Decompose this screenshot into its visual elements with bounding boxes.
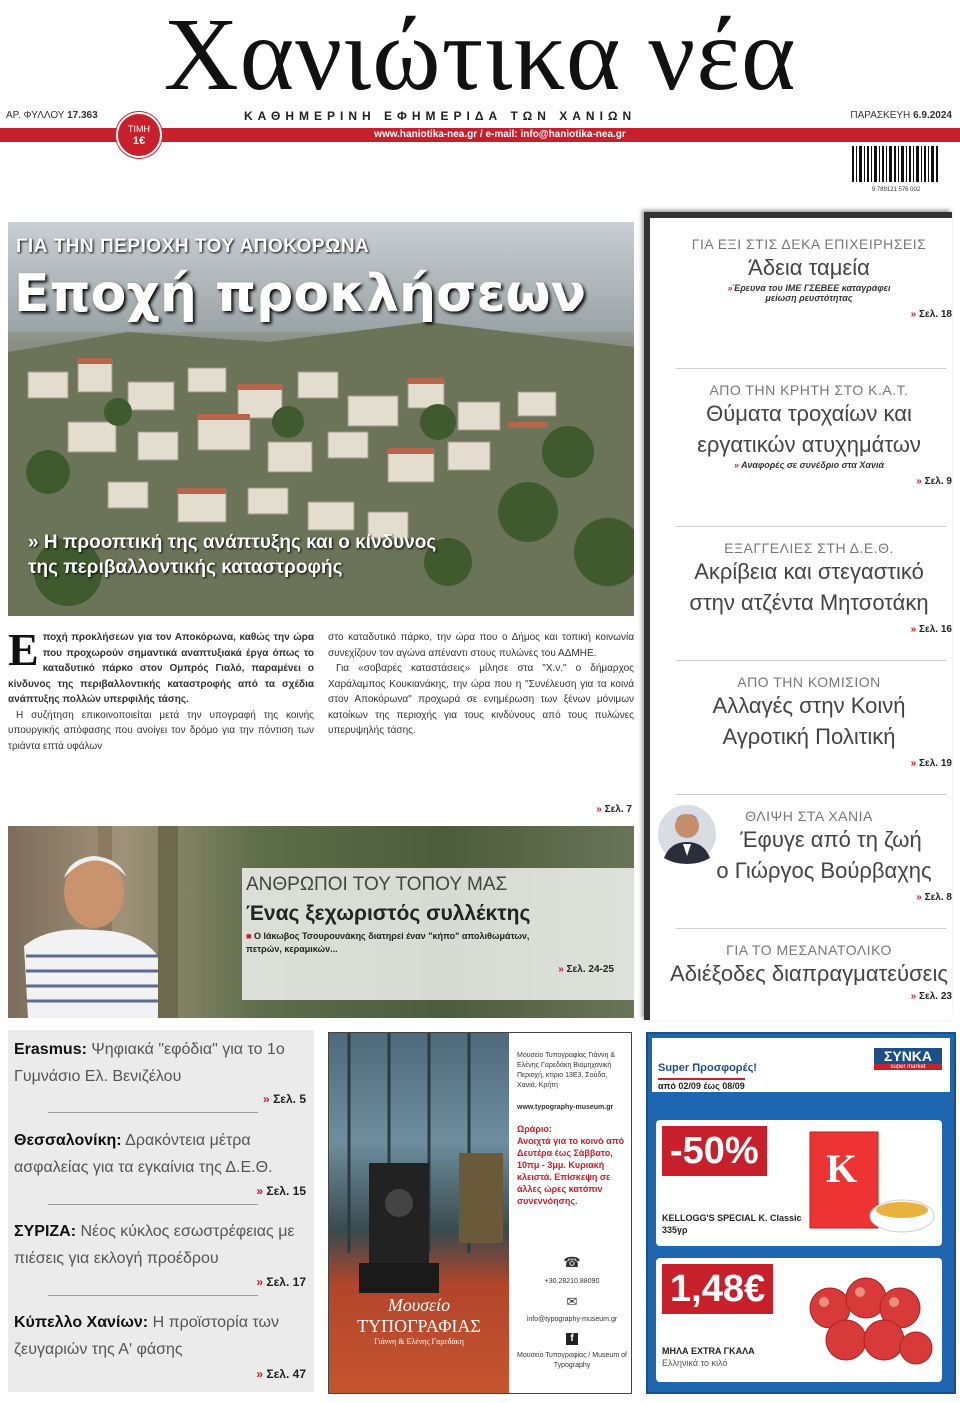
barcode-icon: [850, 146, 942, 182]
brief-thessaloniki[interactable]: Θεσσαλονίκη: Δρακόντεια μέτρα ασφαλείας για τα εγκαίνια της Δ.Ε.Θ.: [14, 1132, 273, 1176]
brand-logo: ΣΥΝΚΑ super market: [874, 1048, 942, 1070]
divider: [676, 794, 946, 795]
dropcap: Ε: [8, 624, 39, 675]
brief-page-ref[interactable]: » Σελ. 17: [256, 1275, 306, 1289]
sidebar-item-mideast[interactable]: ΓΙΑ ΤΟ ΜΕΣΑΝΑΤΟΛΙΚΟ Αδιέξοδες διαπραγματεύσεις » Σελ. 23: [670, 942, 952, 1002]
facebook-icon: f: [517, 1333, 627, 1345]
issue-date: ΠΑΡΑΣΚΕΥΗ 6.9.2024: [850, 110, 952, 121]
supermarket-advert[interactable]: Super Προσφορές! από 02/09 έως 08/09 ΣΥΝΚΑ super market -50% KELLOGG'S SPECIAL K. Classic 335γρ K 1,48€ ΜΗΛΑ EXTRA ΓΚΑΛΑ Ελληνικά το κιλό: [646, 1032, 956, 1394]
barcode: 9 789121 576 002: [850, 146, 942, 190]
svg-text:K: K: [826, 1146, 858, 1191]
divider: [48, 1295, 258, 1296]
lead-photo: [8, 222, 634, 616]
museum-photo: Μουσείο ΤΥΠΟΓΡΑΦΙΑΣ Γιάννη & Ελένης Γαρεδάκη: [329, 1033, 509, 1393]
people-kicker: ΑΝΘΡΩΠΟΙ ΤΟΥ ΤΟΠΟΥ ΜΑΣ: [246, 874, 508, 895]
sidebar-item-accidents[interactable]: ΑΠΟ ΤΗΝ ΚΡΗΤΗ ΣΤΟ Κ.Α.Τ. Θύματα τροχαίων και εργατικών ατυχημάτων » Αναφορές σε συνέδριο στα Χανιά » Σελ. 9: [697, 382, 952, 487]
price-badge: ΤΙΜΗ 1€: [116, 112, 162, 158]
brief-page-ref[interactable]: » Σελ. 5: [263, 1092, 306, 1106]
phone-icon: ☎: [563, 1254, 581, 1270]
issue-info: ΑΡ. ΦΥΛΛΟΥ 17.363: [6, 110, 98, 121]
museum-advert[interactable]: Μουσείο ΤΥΠΟΓΡΑΦΙΑΣ Γιάννη & Ελένης Γαρεδάκη Μουσείο Τυπογραφίας Γιάννη & Ελένης Γαρεδάκη Βιομηχανική Περιοχή, κτίριο 13Ε3, Σούδα, Χανιά, Κρήτη www.typography-museum.gr Ωράριο: Ανοιχτά για το κοινό από Δευτέρα έως Σάββατο, 10πμ - 3μμ. Κυριακή κλειστά. Επίσκεψη σε άλλες ώρες κατόπιν συνεννόησης. ☎ +30.28210.88090 ✉ info@typography-museum.gr f Μουσείο Τυπογραφίας / Museum of Typography: [328, 1032, 632, 1394]
sidebar-item-obituary[interactable]: ΘΛΙΨΗ ΣΤΑ ΧΑΝΙΑ Έφυγε από τη ζωή ο Γιώργος Βούρβαχης » Σελ. 8: [716, 808, 952, 903]
people-page-ref[interactable]: » Σελ. 24-25: [558, 964, 614, 975]
brief-erasmus[interactable]: Erasmus: Ψηφιακά "εφόδια" για το 1ο Γυμνάσιο Ελ. Βενιζέλου: [14, 1041, 285, 1085]
tagline: ΚΑΘΗΜΕΡΙΝΗ ΕΦΗΜΕΡΙΔΑ ΤΩΝ ΧΑΝΙΩΝ: [244, 109, 637, 123]
divider: [676, 928, 946, 929]
sidebar-item-cash[interactable]: ΓΙΑ ΕΞΙ ΣΤΙΣ ΔΕΚΑ ΕΠΙΧΕΙΡΗΣΕΙΣ Άδεια ταμεία »Έρευνα του ΙΜΕ ΓΣΕΒΕΕ καταγράφει μείωση ρευστότητας » Σελ. 18: [691, 236, 952, 320]
people-feature: [8, 826, 634, 1018]
sidebar-item-cap[interactable]: ΑΠΟ ΤΗΝ ΚΟΜΙΣΙΟΝ Αλλαγές στην Κοινή Αγροτική Πολιτική » Σελ. 19: [712, 674, 952, 769]
offer-apples[interactable]: 1,48€ ΜΗΛΑ EXTRA ΓΚΑΛΑ Ελληνικά το κιλό: [656, 1258, 942, 1382]
offer-cereal[interactable]: -50% KELLOGG'S SPECIAL K. Classic 335γρ K: [656, 1120, 942, 1246]
sidebar-item-deth[interactable]: ΕΞΑΓΓΕΛΙΕΣ ΣΤΗ Δ.Ε.Θ. Ακρίβεια και στεγαστικό στην ατζέντα Μητσοτάκη » Σελ. 16: [689, 540, 952, 635]
lead-headline: Εποχή προκλήσεων: [14, 264, 587, 324]
man-portrait-illustration: [8, 826, 248, 1018]
divider: [676, 526, 946, 527]
news-briefs: [8, 1030, 314, 1392]
newspaper-title: Χανιώτικα νέα: [163, 0, 797, 112]
sidebar-headlines: [644, 212, 952, 1020]
divider: [48, 1204, 258, 1205]
divider: [676, 368, 946, 369]
divider: [48, 1112, 258, 1113]
apples-illustration: [796, 1268, 936, 1372]
brief-page-ref[interactable]: » Σελ. 47: [256, 1367, 306, 1381]
cereal-box-illustration: [806, 1128, 936, 1240]
contact-bar: www.haniotika-nea.gr / e-mail: info@haniotika-nea.gr: [0, 128, 960, 142]
lead-caption: » Η προοπτική της ανάπτυξης και ο κίνδυνος της περιβαλλοντικής καταστροφής: [28, 532, 437, 578]
lead-body-col2: στο καταδυτικό πάρκο, την ώρα που ο Δήμος και τοπική κοινωνία συνεχίζουν τον αγώνα απέναντι στους πυλώνες του ΑΔΜΗΕ. Για «σοβαρές καταστάσεις» μίλησε στα "Χ.ν." ο δήμαρχος Χαράλαμπος Κουκιανάκης, την ώρα που η "Συνέλευση για τα κοινά στον Αποκόρωνα" προχωρά σε ενημέρωση των ξένων μόνιμων κατοίκων της περιοχής για τους κινδύνους από τους πυλώνες υπερυψηλής τάσης.: [328, 632, 634, 736]
lead-body-col1: Ε ποχή προκλήσεων για τον Αποκόρωνα, καθώς την ώρα που προχωρούν σημαντικά αναπτυξιακά έργα όπως το καταδυτικό πάρκο στον Ομπρός Γιαλό, παραμένει ο κίνδυνος της περιβαλλοντικής καταστροφής από τα σχέδια ανάπτυξης πολλών υπερφιλής τάσης. Η συζήτηση επικοινοποιείται μετά την υπογραφή της κοινής υπουργικής απόφασης που ανοίγει τον δρόμο για την πόντιση των τριάντα επτά υφάλων: [8, 624, 314, 752]
email-icon: ✉: [566, 1294, 578, 1309]
brief-page-ref[interactable]: » Σελ. 15: [256, 1184, 306, 1198]
people-headline: Ένας ξεχωριστός συλλέκτης: [246, 902, 531, 925]
people-summary: ■ Ο Ιάκωβος Τσουρουνάκης διατηρεί έναν "κήπο" απολιθωμάτων, πετρών, κεραμικών...: [246, 931, 530, 954]
divider: [676, 660, 946, 661]
lead-page-ref[interactable]: » Σελ. 7: [596, 804, 632, 815]
brief-cup[interactable]: Κύπελλο Χανίων: Η προϊστορία των ζευγαριών της Α' φάσης: [14, 1314, 279, 1358]
lead-kicker: ΓΙΑ ΤΗΝ ΠΕΡΙΟΧΗ ΤΟΥ ΑΠΟΚΟΡΩΝΑ: [16, 236, 370, 257]
brief-syriza[interactable]: ΣΥΡΙΖΑ: Νέος κύκλος εσωστρέφειας με πιέσεις για εκλογή προέδρου: [14, 1223, 295, 1267]
